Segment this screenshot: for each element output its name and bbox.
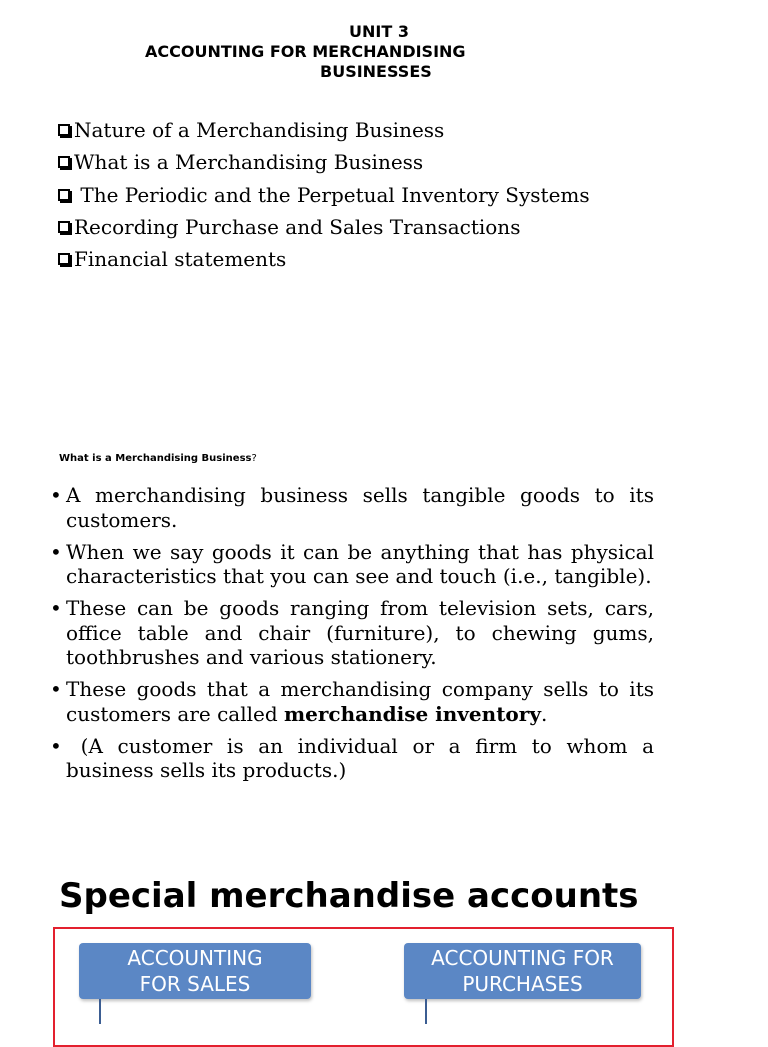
- checkbox-square-icon: [58, 189, 70, 201]
- bullet-dot: •: [50, 596, 62, 620]
- topic-list: [58, 114, 590, 275]
- topic-label: Nature of a Merchandising Business: [74, 118, 445, 142]
- sales-connector-line: [99, 999, 101, 1024]
- topic-item: [58, 211, 590, 243]
- bullet-dot: •: [50, 483, 62, 507]
- definition-bullet-list: [50, 483, 661, 790]
- bullet-dot: •: [50, 539, 62, 564]
- special-accounts-title: Special merchandise accounts: [59, 876, 639, 916]
- bullet-text-bold: merchandise inventory: [284, 701, 541, 726]
- accounting-for-sales-box: [79, 943, 311, 999]
- checkbox-square-icon: [58, 156, 70, 168]
- topic-item: [58, 179, 590, 211]
- topic-label: Recording Purchase and Sales Transactions: [74, 214, 521, 239]
- box-line-2: FOR SALES: [139, 972, 251, 996]
- bullet-text: These can be goods ranging from television sets, cars, office table and chair (furniture), to chewing gums, toothbrushes and various stationery.: [66, 596, 654, 669]
- bullet-item: [50, 540, 654, 589]
- purchases-connector-line: [425, 999, 427, 1024]
- bullet-text-before: These goods that a merchandising company sells to its customers are called: [66, 677, 654, 726]
- bullet-item: [50, 596, 654, 670]
- bullet-dot: •: [50, 733, 62, 758]
- topic-label: Financial statements: [74, 247, 287, 272]
- bullet-item: [50, 733, 661, 783]
- bullet-text-after: .: [540, 701, 548, 726]
- topic-label: What is a Merchandising Business: [74, 150, 424, 175]
- box-line-2: PURCHASES: [462, 972, 583, 996]
- checkbox-square-icon: [58, 253, 70, 265]
- bullet-text: (A customer is an individual or a firm to whom a business sells its products.): [66, 733, 661, 782]
- unit-title-line-1: ACCOUNTING FOR MERCHANDISING: [145, 42, 466, 61]
- what-is-heading-text: What is a Merchandising Business: [59, 453, 252, 464]
- bullet-dot: •: [50, 677, 62, 701]
- checkbox-square-icon: [58, 124, 70, 136]
- bullet-text: A merchandising business sells tangible goods to its customers.: [66, 483, 654, 532]
- topic-label: The Periodic and the Perpetual Inventory Systems: [74, 182, 590, 207]
- box-line-1: ACCOUNTING: [127, 946, 263, 970]
- bullet-item: [50, 677, 654, 726]
- accounting-for-purchases-box: [404, 943, 641, 999]
- box-line-1: ACCOUNTING FOR: [431, 946, 614, 970]
- topic-item: [58, 243, 590, 275]
- topic-item: [58, 114, 590, 146]
- what-is-heading: [59, 453, 257, 464]
- bullet-text: When we say goods it can be anything that has physical characteristics that you can see and touch (i.e., tangible).: [66, 539, 654, 588]
- unit-number: UNIT 3: [349, 22, 409, 41]
- what-is-heading-suffix: ?: [251, 453, 257, 464]
- topic-item: [58, 146, 590, 178]
- bullet-item: [50, 483, 654, 532]
- unit-title-line-2: BUSINESSES: [320, 62, 432, 81]
- checkbox-square-icon: [58, 221, 70, 233]
